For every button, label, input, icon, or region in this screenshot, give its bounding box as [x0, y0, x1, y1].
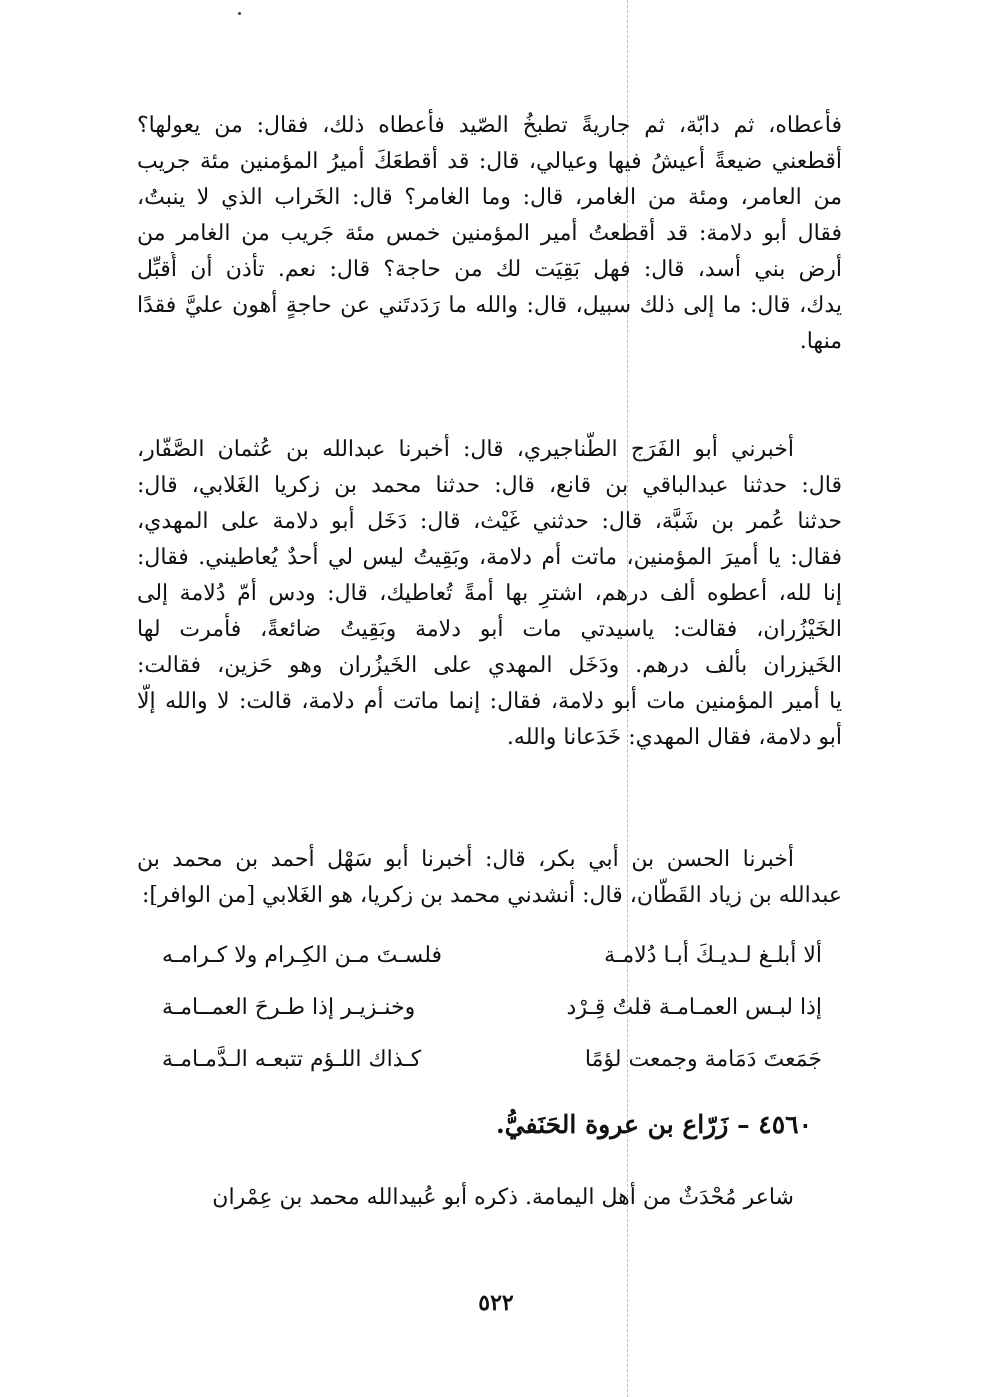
paragraph-3 — [137, 842, 842, 914]
paragraph-line: يدك، قال: ما إلى ذلك سبيل، قال: والله ما رَدَدتَني عن حاجةٍ أهون عليَّ فقدًا — [137, 293, 842, 318]
paragraph-line: أرض بني أسد، قال: فهل بَقِيَت لك من حاجة؟ قال: نعم. تأذن أن أُقبِّل — [137, 257, 842, 282]
paragraph-line: الخَيزران بألف درهم. ودَخَل المهدي على الخَيزُران وهو حَزين، فقالت: — [137, 653, 842, 678]
paragraph-line: حدثنا عُمر بن شَبَّة، قال: حدثني غَيْث، قال: دَخَل أبو دلامة على المهدي، — [137, 509, 842, 534]
poem — [162, 930, 822, 1086]
poem-verse — [162, 1034, 822, 1086]
paragraph-line: شاعر مُحْدَثٌ من أهل اليمامة. ذكره أبو عُبيدالله محمد بن عِمْران — [212, 1185, 794, 1210]
page-number: ٥٢٢ — [478, 1290, 514, 1316]
poem-verse — [162, 982, 822, 1034]
verse-second-hemistich: وخنـزيـر إذا طـرحَ العمــامـة — [162, 995, 416, 1020]
paragraph-line: من العامر، ومئة من الغامر، قال: وما الغامر؟ قال: الخَراب الذي لا ينبتُ، — [137, 185, 842, 210]
paragraph-line: أخبرنا الحسن بن أبي بكر، قال: أخبرنا أبو سَهْل أحمد بن محمد بن — [137, 847, 794, 872]
verse-first-hemistich: ألا أبلـغ لـديـكَ أبـا دُلامـة — [604, 943, 822, 968]
verse-first-hemistich: جَمَعتَ دَمَامة وجمعت لؤمًا — [584, 1047, 822, 1072]
paragraph-line: فقال أبو دلامة: قد أقطعتُ أمير المؤمنين خمس مئة جَريب من الغامر من — [137, 221, 842, 246]
verse-second-hemistich: كـذاك اللـؤم تتبعـه الـدَّمـامـة — [162, 1047, 422, 1072]
scan-speck — [238, 12, 241, 15]
paragraph-4 — [137, 1180, 842, 1216]
paragraph-line: أخبرني أبو الفَرَج الطَّناجيري، قال: أخبرنا عبدالله بن عُثمان الصَّفّار، — [137, 437, 794, 462]
paragraph-line: منها. — [799, 329, 842, 354]
paragraph-1 — [137, 108, 842, 360]
paragraph-line: أقطعني ضيعةً أعيشُ فيها وعيالي، قال: قد أقطعَكَ أميرُ المؤمنين مئة جريب — [137, 149, 842, 174]
paragraph-line: يا أمير المؤمنين مات أبو دلامة، فقال: إنما ماتت أم دلامة، قالت: لا والله إلّا — [137, 689, 842, 714]
paragraph-line: عبدالله بن زياد القَطّان، قال: أنشدني محمد بن زكريا، هو الغَلابي [من الوافر]: — [141, 883, 842, 908]
paragraph-line: قال: حدثنا عبدالباقي بن قانع، قال: حدثنا محمد بن زكريا الغَلابي، قال: — [137, 473, 842, 498]
entry-heading: ٤٥٦٠ – زَرّاع بن عروة الحَنَفيُّ. — [495, 1110, 812, 1139]
poem-verse — [162, 930, 822, 982]
verse-second-hemistich: فلسـتَ مـن الكِـرام ولا كـرامـه — [162, 943, 443, 968]
paragraph-2 — [137, 432, 842, 756]
paragraph-line: فأعطاه، ثم دابّة، ثم جاريةً تطبخُ الصّيد فأعطاه ذلك، فقال: من يعولها؟ — [137, 113, 842, 138]
verse-first-hemistich: إذا لبـس العمـامـة قلتُ قِـرْد — [566, 995, 822, 1020]
paragraph-line: الخَيْزُران، فقالت: ياسيدتي مات أبو دلامة وبَقِيتُ ضائعةً، فأمرت لها — [137, 617, 842, 642]
paragraph-line: إنا لله، أعطوه ألف درهم، اشترِ بها أمةً تُعاطيك، قال: ودس أمّ دُلامة إلى — [137, 581, 842, 606]
paragraph-line: أبو دلامة، فقال المهدي: خَدَعانا والله. — [506, 725, 842, 750]
paragraph-line: فقال: يا أميرَ المؤمنين، ماتت أم دلامة، وبَقِيتُ ليس لي أحدٌ يُعاطيني. فقال: — [137, 545, 842, 570]
